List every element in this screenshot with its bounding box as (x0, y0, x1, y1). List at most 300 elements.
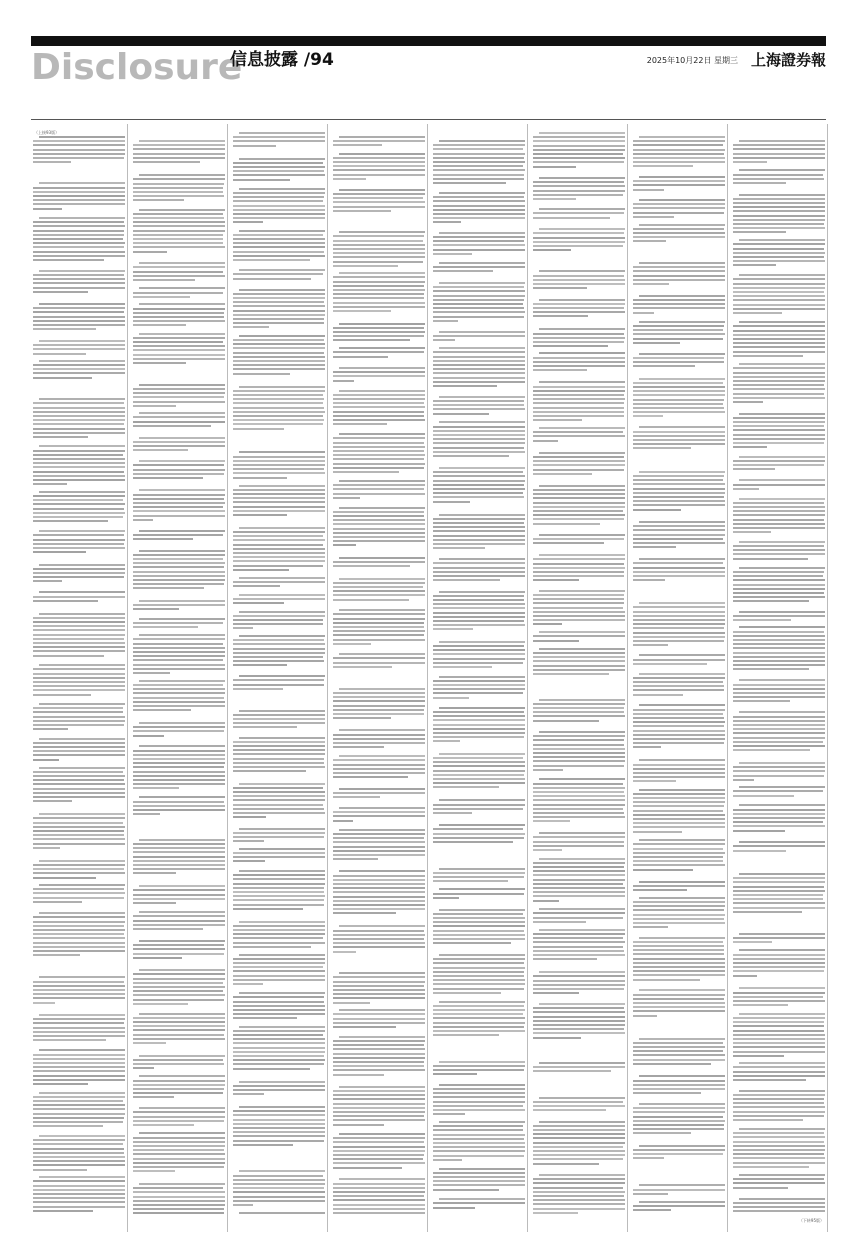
text-line (133, 1063, 224, 1065)
text-line (133, 978, 225, 980)
text-line (633, 411, 725, 413)
text-line (633, 627, 724, 629)
text-line (233, 581, 325, 583)
text-line (733, 325, 825, 327)
text-line (239, 158, 325, 160)
text-line (133, 279, 195, 281)
text-line (633, 270, 725, 272)
text-line (333, 666, 392, 668)
text-line (733, 446, 767, 448)
text-line (33, 1066, 125, 1068)
text-line (739, 711, 825, 713)
text-line (739, 873, 825, 875)
text-line (333, 662, 425, 664)
text-line (33, 402, 124, 404)
text-line (233, 656, 323, 658)
text-line (733, 992, 825, 994)
text-line (733, 958, 825, 960)
text-line (733, 1182, 825, 1184)
text-line (633, 810, 723, 812)
text-line (433, 430, 525, 432)
text-line (33, 282, 125, 284)
text-line (533, 992, 579, 994)
text-line (333, 174, 425, 176)
text-line (333, 351, 424, 353)
text-line (639, 136, 725, 138)
text-line (39, 976, 125, 978)
text-line (39, 360, 125, 362)
text-line (533, 1109, 606, 1111)
text-line (533, 1070, 611, 1072)
text-line (333, 252, 425, 254)
text-line (333, 293, 424, 295)
text-line (733, 210, 825, 212)
text-line (33, 800, 72, 802)
text-line (333, 437, 425, 439)
text-line (639, 1184, 725, 1186)
text-line (333, 1183, 425, 1185)
text-line (439, 707, 525, 709)
text-line (33, 834, 124, 836)
text-line (533, 1212, 578, 1214)
text-line (733, 223, 824, 225)
text-line (333, 371, 425, 373)
text-line (739, 1174, 825, 1176)
text-line (33, 580, 62, 582)
text-line (533, 660, 625, 662)
text-line (633, 979, 700, 981)
text-line (533, 883, 623, 885)
text-line (633, 1111, 725, 1113)
text-line (333, 613, 425, 615)
text-line (433, 385, 497, 387)
text-line (733, 355, 803, 357)
text-line (133, 308, 225, 310)
text-line (133, 510, 225, 512)
text-line (133, 506, 223, 508)
text-line (439, 824, 525, 826)
text-line (433, 182, 506, 184)
text-line (33, 668, 125, 670)
text-line (233, 305, 325, 307)
text-line (733, 643, 825, 645)
text-line (433, 971, 524, 973)
text-line (633, 805, 724, 807)
text-line (233, 1135, 325, 1137)
text-line (33, 788, 125, 790)
text-line (233, 360, 325, 362)
text-line (733, 287, 825, 289)
text-line (333, 951, 356, 953)
text-line (433, 266, 525, 268)
text-line (133, 1096, 174, 1098)
text-line (533, 640, 579, 642)
text-line (133, 948, 225, 950)
text-line (133, 735, 164, 737)
text-line (733, 937, 825, 939)
text-line (333, 1212, 425, 1214)
text-line (233, 415, 323, 417)
text-line (233, 816, 266, 818)
text-line (233, 1179, 325, 1181)
text-line (33, 187, 125, 189)
text-line (633, 180, 725, 182)
text-line (333, 930, 424, 932)
text-line (233, 293, 325, 295)
text-line (739, 1062, 825, 1064)
text-line (633, 338, 723, 340)
text-line (633, 475, 724, 477)
text-line (333, 244, 425, 246)
text-line (533, 954, 625, 956)
text-line (633, 283, 669, 285)
text-line (33, 1083, 88, 1085)
text-line (733, 157, 825, 159)
text-line (233, 179, 290, 181)
text-line (333, 289, 425, 291)
text-line (133, 566, 224, 568)
text-line (533, 345, 608, 347)
text-line (539, 270, 625, 272)
text-line (33, 985, 125, 987)
text-line (639, 839, 725, 841)
text-line (233, 966, 323, 968)
text-line (433, 539, 525, 541)
text-line (233, 1047, 325, 1049)
text-line (533, 217, 610, 219)
text-line (333, 1057, 425, 1059)
text-line (633, 644, 668, 646)
text-line (33, 547, 125, 549)
text-line (233, 643, 325, 645)
text-line (33, 685, 125, 687)
text-line (633, 1120, 725, 1122)
text-line (539, 1174, 625, 1176)
text-line (733, 668, 809, 670)
text-line (539, 858, 625, 860)
text-line (633, 144, 723, 146)
text-line (533, 619, 625, 621)
text-line (333, 519, 425, 521)
text-line (433, 782, 525, 784)
text-line (733, 579, 825, 581)
text-line (433, 897, 459, 899)
text-line (733, 1153, 824, 1155)
text-line (633, 1193, 668, 1195)
text-line (733, 766, 825, 768)
text-line (533, 1028, 624, 1030)
text-line (733, 1051, 825, 1053)
text-line (333, 327, 424, 329)
text-line (533, 1142, 625, 1144)
text-line (133, 638, 225, 640)
text-line (633, 681, 723, 683)
text-line (633, 636, 725, 638)
text-line (633, 435, 725, 437)
text-line (233, 937, 323, 939)
text-line (333, 657, 425, 659)
text-line (639, 321, 725, 323)
text-line (33, 1104, 125, 1106)
text-line (533, 1020, 625, 1022)
text-line (733, 615, 825, 617)
text-line (333, 993, 425, 995)
text-line (533, 136, 625, 138)
text-line (133, 668, 225, 670)
text-line (133, 324, 186, 326)
text-line (433, 320, 458, 322)
text-line (233, 1017, 297, 1019)
text-line (433, 451, 525, 453)
text-line (333, 281, 425, 283)
text-line (33, 462, 125, 464)
text-line (33, 324, 125, 326)
text-line (33, 572, 125, 574)
text-line (333, 276, 425, 278)
text-line (633, 382, 723, 384)
text-line (433, 1184, 525, 1186)
text-line (33, 1096, 125, 1098)
text-line (33, 368, 125, 370)
text-line (33, 946, 125, 948)
text-line (333, 1137, 425, 1139)
text-line (633, 742, 724, 744)
text-line (133, 161, 200, 163)
text-line (539, 908, 625, 910)
text-line (233, 1191, 325, 1193)
text-line (133, 421, 225, 423)
text-line (233, 1030, 325, 1032)
text-line (33, 407, 125, 409)
text-line (339, 1178, 425, 1180)
text-line (733, 1119, 803, 1121)
text-line (233, 1013, 325, 1015)
text-line (433, 595, 524, 597)
text-line (533, 341, 624, 343)
text-line (339, 972, 425, 974)
text-line (233, 787, 323, 789)
text-line (233, 205, 325, 207)
text-line (433, 501, 470, 503)
text-line (633, 184, 725, 186)
text-line (433, 543, 525, 545)
text-line (533, 950, 624, 952)
text-line (533, 866, 624, 868)
text-line (333, 1107, 425, 1109)
text-line (639, 897, 725, 899)
text-line (39, 613, 125, 615)
text-line (233, 166, 325, 168)
text-line (733, 252, 825, 254)
text-line (133, 153, 225, 155)
text-line (233, 209, 325, 211)
text-line (433, 286, 524, 288)
text-line (333, 411, 424, 413)
text-line (233, 929, 325, 931)
text-line (733, 549, 825, 551)
text-line (633, 534, 725, 536)
text-line (633, 856, 723, 858)
text-line (439, 140, 525, 142)
text-line (33, 646, 125, 648)
text-line (533, 707, 624, 709)
text-line (33, 989, 125, 991)
text-line (639, 295, 725, 297)
text-column-6 (531, 124, 628, 1232)
text-line (333, 820, 353, 822)
text-line (233, 585, 280, 587)
text-line (633, 709, 725, 711)
text-line (733, 809, 825, 811)
text-line (333, 618, 425, 620)
text-line (533, 1032, 625, 1034)
text-line (539, 427, 625, 429)
text-line (333, 1124, 384, 1126)
text-line (533, 333, 624, 335)
text-line (133, 1170, 175, 1172)
text-line (433, 917, 525, 919)
text-line (533, 765, 624, 767)
text-line (733, 523, 825, 525)
text-line (433, 209, 525, 211)
text-line (233, 791, 325, 793)
text-line (233, 726, 297, 728)
text-line (633, 403, 723, 405)
text-line (139, 634, 225, 636)
text-line (639, 471, 725, 473)
text-line (633, 240, 666, 242)
text-line (733, 817, 825, 819)
text-line (233, 1038, 325, 1040)
text-line (339, 807, 425, 809)
text-line (33, 320, 125, 322)
text-line (133, 178, 225, 180)
text-line (233, 804, 323, 806)
text-line (133, 813, 160, 815)
text-line (33, 997, 125, 999)
text-line (233, 368, 325, 370)
text-line (233, 322, 324, 324)
text-line (433, 770, 525, 772)
text-line (739, 804, 825, 806)
text-line (133, 688, 225, 690)
text-line (133, 425, 211, 427)
text-line (139, 333, 225, 335)
text-line (433, 688, 525, 690)
text-line (733, 1106, 825, 1108)
text-line (233, 983, 263, 985)
text-line (433, 1022, 525, 1024)
text-line (739, 786, 825, 788)
text-line (133, 362, 186, 364)
text-line (633, 725, 724, 727)
text-line (633, 659, 725, 661)
text-line (233, 840, 264, 842)
text-line (233, 548, 325, 550)
text-line (733, 260, 825, 262)
text-line (333, 419, 425, 421)
text-line (733, 304, 825, 306)
text-line (433, 1026, 524, 1028)
text-line (633, 325, 724, 327)
text-line (239, 783, 325, 785)
text-line (33, 436, 88, 438)
text-line (333, 511, 424, 513)
text-line (333, 1162, 425, 1164)
text-line (533, 879, 625, 881)
text-line (133, 144, 225, 146)
text-line (633, 579, 665, 581)
text-line (33, 144, 125, 146)
text-line (133, 868, 225, 870)
text-line (233, 394, 323, 396)
text-line (33, 140, 125, 142)
text-line (133, 982, 223, 984)
text-line (733, 1034, 825, 1036)
text-line (233, 741, 325, 743)
issue-date: 2025年10月22日 星期三 (646, 56, 738, 65)
text-line (733, 514, 825, 516)
text-line (639, 426, 725, 428)
text-line (639, 1201, 725, 1203)
text-line (533, 1125, 625, 1127)
text-line (733, 911, 802, 913)
text-line (633, 797, 725, 799)
text-line (533, 594, 624, 596)
text-line (733, 401, 763, 403)
text-line (733, 813, 825, 815)
text-line (33, 195, 125, 197)
text-line (33, 1201, 125, 1203)
text-line (333, 532, 425, 534)
text-line (733, 1094, 825, 1096)
text-line (333, 1094, 425, 1096)
text-line (133, 1088, 224, 1090)
text-line (233, 1123, 325, 1125)
text-line (539, 778, 625, 780)
text-line (33, 677, 125, 679)
text-line (433, 1017, 525, 1019)
text-line (133, 1092, 223, 1094)
text-line (739, 1198, 825, 1200)
text-line (33, 255, 125, 257)
text-line (639, 1145, 725, 1147)
text-line (233, 297, 325, 299)
text-line (633, 962, 725, 964)
text-line (733, 438, 825, 440)
text-line (333, 1074, 384, 1076)
text-line (533, 795, 625, 797)
text-line (433, 372, 525, 374)
text-line (733, 830, 785, 832)
text-line (33, 428, 125, 430)
text-line (33, 1018, 125, 1020)
text-line (233, 489, 325, 491)
text-column-7 (631, 124, 728, 1232)
text-line (633, 504, 725, 506)
text-line (433, 335, 525, 337)
text-line (333, 776, 408, 778)
text-line (633, 974, 725, 976)
text-line (133, 1196, 225, 1198)
text-line (733, 484, 825, 486)
text-line (633, 232, 725, 234)
text-line (133, 225, 225, 227)
text-line (433, 1088, 525, 1090)
text-line (333, 442, 424, 444)
text-line (239, 132, 325, 134)
text-line (233, 762, 324, 764)
